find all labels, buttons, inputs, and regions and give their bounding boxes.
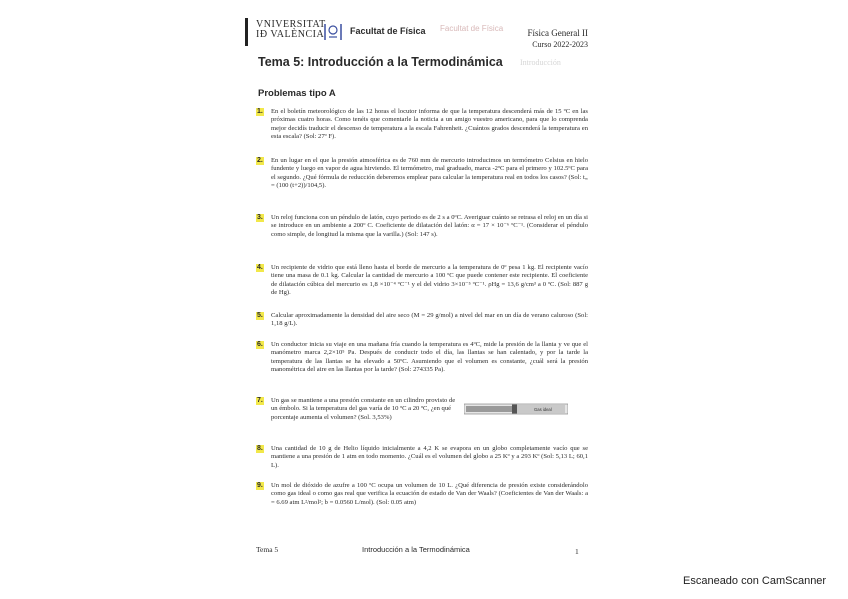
camscanner-watermark: Escaneado con CamScanner [683,575,827,587]
course-title: Física General II [527,28,588,38]
problem-8 [256,445,588,470]
problem-number: 4. [257,264,263,271]
problem-5 [256,312,588,329]
problem-1 [256,108,588,141]
footer-title: Introducción a la Termodinámica [362,545,470,554]
figure-label: Gas ideal [534,407,552,412]
university-logo-icon [322,22,344,42]
problem-text: Un conductor inicia su viaje en una mañana fría cuando la temperatura es 4ºC, mide la presión de la llanta y ve que el manómetro marca 2,2×10⁵ Pa. Después de conducir todo el día, las llantas se han calentado, y por la tarde la temperatura de las llantas se ha elevado a 50ºC. Asumiendo que el volumen es constante, ¿cuál será la presión manométrica del aire en las llantas por la tarde? (Sol: 274335 Pa). [271,341,588,373]
problem-number: 2. [257,157,263,164]
faded-bleed-text: Facultat de Física [440,24,504,33]
piston-head [512,405,517,414]
problem-text: Calcular aproximadamente la densidad del aire seco (M = 29 g/mol) a nivel del mar en un día de verano caluroso (Sol: 1,18 g/L). [271,312,588,328]
page-number: 1 [575,547,579,556]
course-year: Curso 2022-2023 [532,40,588,49]
page-title: Tema 5: Introducción a la Termodinámica [258,55,503,69]
problem-6 [256,341,588,374]
problem-number: 3. [257,214,263,221]
piston-rod [466,406,512,412]
problem-text: Una cantidad de 10 g de Helio líquido inicialmente a 4,2 K se evapora en un globo completamente vacío que se mantiene a una presión de 1 atm en todo momento. ¿Cuál es el volumen del globo a 25 Kº y a 293 Kº (Sol: 5,13 L; 60,1 L). [271,445,588,469]
problem-9 [256,482,588,507]
problem-text: En un lugar en el que la presión atmosférica es de 760 mm de mercurio introducimos un termómetro Celsius en hielo fundente y luego en vapor de agua hirviendo. El termómetro, mal graduado, marca -2ºC para el primero y 102.5ºC para el segundo. ¿Qué fórmula de reducción deberemos emplear para calcular la temperatura real en todos los casos? (Sol: tᵣₑ = (100 (t+2))/104,5). [271,157,588,189]
problem-2 [256,157,588,190]
problem-3 [256,214,588,239]
problem-number: 6. [257,341,263,348]
problem-number: 8. [257,445,263,452]
university-line-1: VNIVERSITAT [256,19,326,30]
university-line-2: IÐ VALÈNCIA [256,29,325,40]
faded-title-bleed: Introducción [520,58,561,67]
problem-text: Un mol de dióxido de azufre a 100 ºC ocupa un volumen de 10 L. ¿Qué diferencia de presión existe considerándolo como gas ideal o como gas real que verifica la ecuación de estado de Van der Waals? (Coeficientes de Van der Waals: a = 6.69 atm L²/mol²; b = 0.0560 L/mol). (Sol: 0.05 atm) [271,482,588,506]
faculty-name: Facultat de Física [350,26,426,36]
problem-number: 5. [257,312,263,319]
problem-number: 1. [257,108,263,115]
university-name [256,20,326,40]
section-heading: Problemas tipo A [258,88,336,99]
problem-number: 9. [257,482,263,489]
footer-topic: Tema 5 [256,545,279,554]
problem-text: En el boletín meteorológico de las 12 horas el locutor informa de que la temperatura descenderá más de 15 ºC en las próximas cuatro horas. Como tenéis que comentarle la noticia a un amigo vuestro americano, para que lo comprenda mejor decidís traducir el descenso de temperatura a la escala Fahrenheit. ¿Cuántos grados descenderá la temperatura en esta escala? (Sol: 27º F). [271,108,588,140]
problem-text: Un reloj funciona con un péndulo de latón, cuyo periodo es de 2 s a 0ºC. Averiguar cuánto se retrasa el reloj en un día si se introduce en un ambiente a 200º C. Coeficiente de dilatación del latón: α = 17 × 10⁻⁶ ºC⁻¹. (Considerar el péndulo como simple, de longitud la misma que la varilla.) (Sol: 147 s). [271,214,588,238]
problem-text: Un recipiente de vidrio que está lleno hasta el borde de mercurio a la temperatura de 0º pesa 1 kg. El recipiente vacío tiene una masa de 0.1 kg. Calcular la cantidad de mercurio a 100 ºC que puede contener este recipiente. El coeficiente de dilatación cúbica del mercurio es 1,8 ×10⁻⁴ ºC⁻¹ y el del vidrio 3×10⁻⁵ ºC⁻¹. ρHg = 13,6 g/cm³ a 0 ºC. (Sol: 887 g de Hg). [271,264,588,296]
header-rule [245,18,248,46]
piston-cylinder-figure [464,403,568,415]
problem-text: Un gas se mantiene a una presión constante en un cilindro provisto de un émbolo. Si la temperatura del gas varía de 10 ºC a 20 ºC, ¿en qué porcentaje aumenta el volumen? (Sol. 3,53%) [271,397,456,421]
problem-number: 7. [257,397,263,404]
problem-4 [256,264,588,297]
